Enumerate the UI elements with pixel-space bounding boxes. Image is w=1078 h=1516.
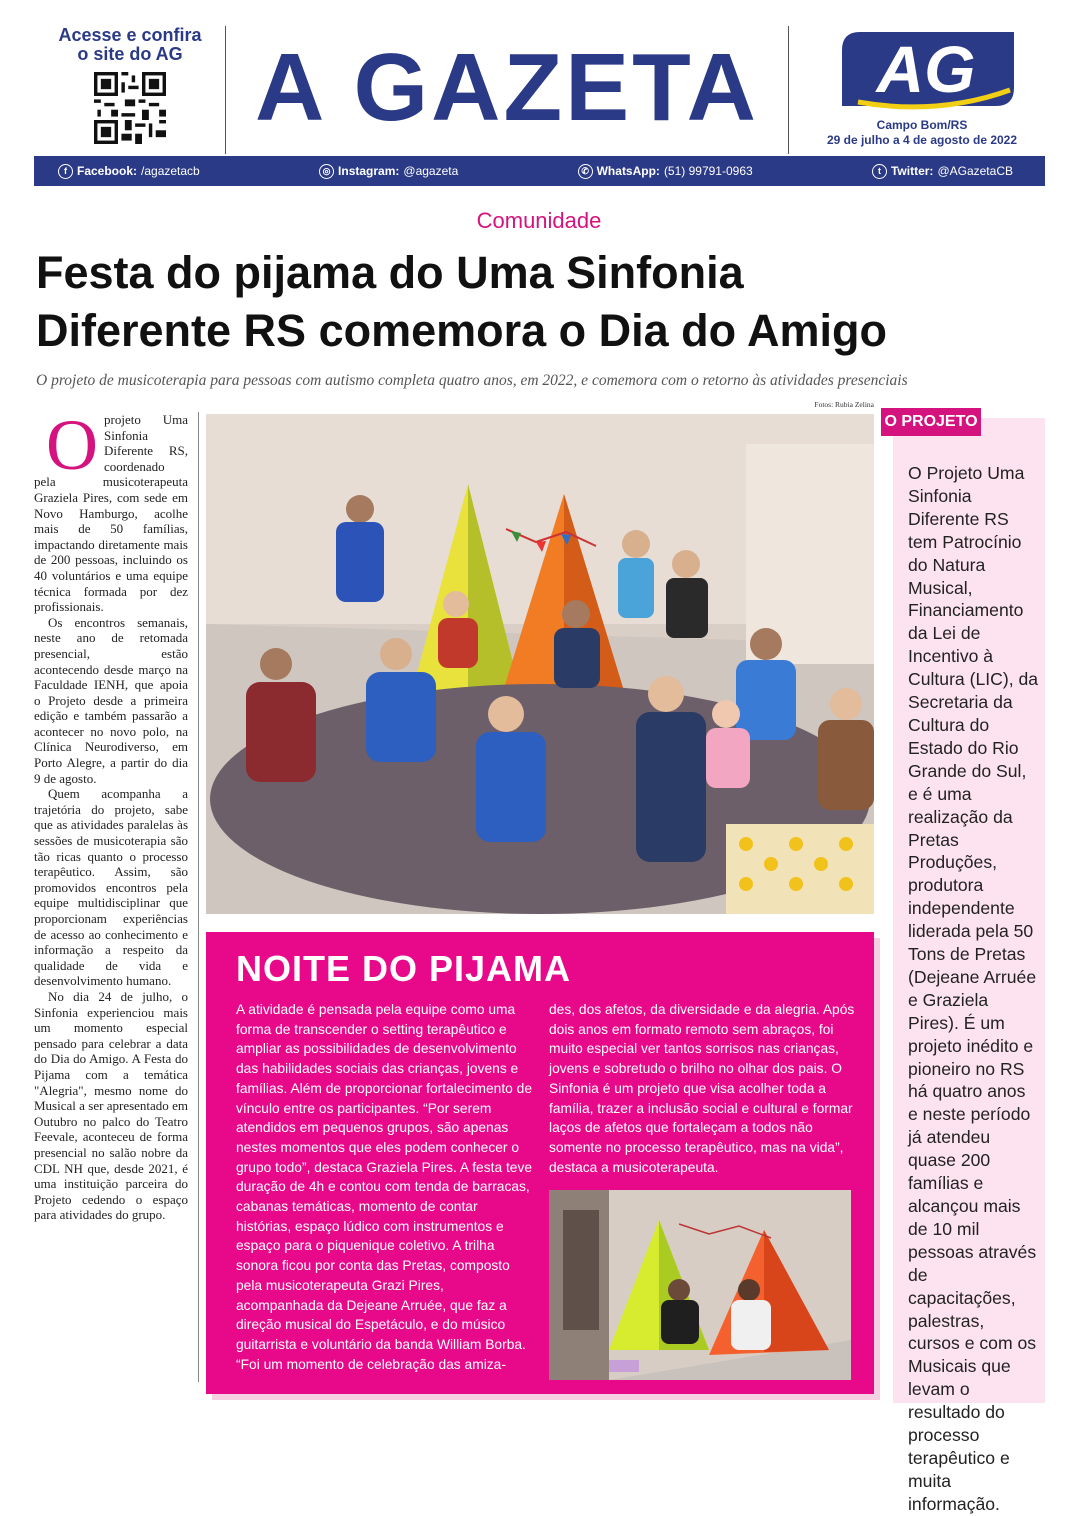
edition-city: Campo Bom/RS	[876, 118, 968, 132]
edition-dates: 29 de julho a 4 de agosto de 2022	[826, 133, 1018, 147]
box-column-1: A atividade é pensada pela equipe como uma forma de transcender o setting terapêutico e ampliar as possibilidades de desenvolvimento das habilidades sociais das crianças, jovens e famílias. Além de proporcionar fortalecimento de vínculo entre os participantes. “Por serem atendidos em pequenos grupos, são apenas nestes momentos que eles podem conhecer o grupo todo”, destaca Graziela Pires. A festa teve duração de 4h e contou com tenda de barracas, cabanas temáticas, momento de contar histórias, espaço lúdico com instrumentos e espaço para o piquenique coletivo. A trilha sonora ficou por conta das Pretas, composto pela musicoterapeuta Grazi Pires, acompanhada da Dejeane Arruée, que faz a direção musical do Espetáculo, e do músico guitarrista e voluntário da banda William Borba. “Foi um momento de celebração das amiza-	[236, 1002, 533, 1372]
article-body-left	[34, 405, 188, 1223]
box-title: NOITE DO PIJAMA	[236, 948, 572, 989]
qr-code-icon[interactable]	[94, 72, 166, 144]
social-label: Twitter:	[890, 164, 934, 178]
masthead-title: A GAZETA	[255, 34, 759, 141]
secondary-photo	[549, 1190, 851, 1380]
header-divider-right	[788, 26, 789, 154]
paragraph	[34, 405, 188, 615]
whatsapp-icon: ✆	[578, 164, 593, 179]
project-sidebar	[893, 418, 1045, 1514]
social-handle: @agazeta	[403, 164, 459, 178]
noite-do-pijama-box	[206, 932, 874, 1394]
paragraph: Quem acompanha a trajetória do projeto, sabe que as atividades paralelas às sessões de musicoterapia são tão ricas quanto o processo terapêutico. Assim, são promovidos encontros pela equipe multidisciplinar que proporcionam experiências de acesso ao conhecimento e informação a respeito da qualidade de vida e desenvolvimento humano.	[34, 786, 188, 989]
site-cta	[40, 26, 220, 144]
twitter-icon: t	[872, 164, 887, 179]
headline-line-2: Diferente RS comemora o Dia do Amigo	[36, 305, 887, 356]
sidebar-label: O PROJETO	[881, 408, 981, 436]
social-label: Facebook:	[77, 164, 138, 178]
headline-line-1: Festa do pijama do Uma Sinfonia	[36, 247, 744, 298]
edition-info	[792, 118, 1052, 148]
paragraph: No dia 24 de julho, o Sinfonia experienciou mais um momento especial pensado para celebrar a data do Dia do Amigo. A Festa do Pijama com a temática "Alegria", mesmo nome do Musical a ser apresentado em Outubro no palco do Teatro Feevale, aconteceu de forma presencial no salão nobre da CDL NH que, desde 2021, é uma instituição parceira do Projeto cedendo o espaço para atividades do grupo.	[34, 988, 188, 1223]
instagram-icon: ◎	[319, 164, 334, 179]
sidebar-text: O Projeto Uma Sinfonia Diferente RS tem Patrocínio do Natura Musical, Financiamento da Lei de Incentivo à Cultura (LIC), da Secretaria da Cultura do Estado do Rio Grande do Sul, e é uma realização da Pretas Produções, produtora independente liderada pela 50 Tons de Pretas (Dejeane Arruée e Graziela Pires). É um projeto inédito e pioneiro no RS há quatro anos e neste período já atendeu quase 200 famílias e alcançou mais de 10 mil pessoas através de capacitações, palestras, cursos e com os Musicais que levam o resultado do processo terapêutico e muita informação.	[908, 463, 1039, 1514]
social-instagram[interactable]	[319, 164, 458, 179]
main-photo	[206, 414, 874, 914]
facebook-icon: f	[58, 164, 73, 179]
paragraph: Os encontros semanais, neste ano de retomada presencial, estão acontecendo desde março na Faculdade IENH, que apoia o Projeto desde a primeira edição e também passarão a acontecer no novo polo, na Clínica Neurodiverso, em Porto Alegre, a partir do dia 9 de agosto.	[34, 614, 188, 786]
social-twitter[interactable]	[872, 164, 1013, 179]
article-headline	[36, 244, 1056, 360]
section-label: Comunidade	[476, 208, 602, 233]
box-column-2: des, dos afetos, da diversidade e da alegria. Após dois anos em formato remoto sem abraços, foi muito especial ver tantos sorrisos nas crianças, jovens e sobretudo o brilho no olhar dos pais. O Sinfonia é um projeto que visa acolher toda a família, trazer a inclusão social e cultural e formar laços de afetos que fortaleçam a todos não somente no processo terapêutico, mas na vida”, destaca a musicoterapeuta.	[549, 1002, 855, 1175]
cta-line-1: Acesse e confira	[58, 25, 202, 45]
column-divider	[198, 412, 199, 1382]
ag-logo	[838, 28, 1018, 110]
cta-line-2: o site do AG	[77, 44, 183, 64]
social-label: Instagram:	[338, 164, 400, 178]
logo-text: AG	[876, 32, 976, 106]
photo-credit: Fotos: Rubia Zelina	[814, 400, 874, 409]
social-label: WhatsApp:	[596, 164, 660, 178]
dropcap: O	[46, 405, 98, 485]
social-facebook[interactable]	[58, 164, 200, 179]
social-whatsapp[interactable]	[578, 164, 753, 179]
social-handle: (51) 99791-0963	[663, 164, 753, 178]
social-handle: /agazetacb	[141, 164, 200, 178]
social-handle: @AGazetaCB	[937, 164, 1013, 178]
article-subhead: O projeto de musicoterapia para pessoas com autismo completa quatro anos, em 2022, e comemora com o retorno às atividades presenciais	[36, 372, 908, 389]
social-bar	[34, 156, 1045, 186]
paragraph-text: projeto Uma Sinfonia Diferente RS, coordenado pela musicoterapeuta Graziela Pires, com sede em Novo Hamburgo, acolhe mais de 50 famílias, impactando diretamente mais de 200 pessoas, incluindo os 40 voluntários e uma equipe técnica formada por dez profissionais.	[34, 412, 188, 615]
